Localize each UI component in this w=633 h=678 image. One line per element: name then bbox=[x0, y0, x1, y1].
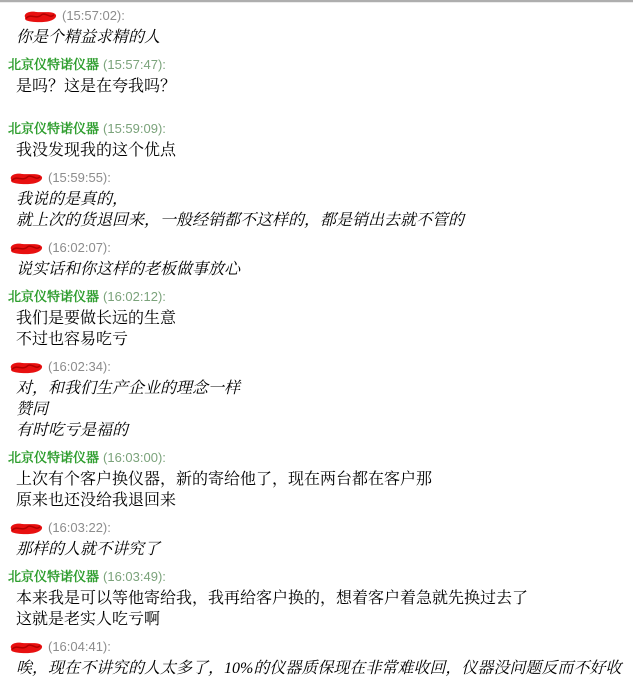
message-block bbox=[8, 289, 627, 350]
message-text: 我说的是真的， bbox=[16, 191, 129, 208]
message-timestamp: (16:02:12): bbox=[103, 289, 166, 304]
message-header bbox=[8, 639, 627, 655]
message-header bbox=[8, 359, 627, 375]
message-timestamp: (16:02:07): bbox=[48, 240, 111, 255]
sender-name[interactable]: 北京仪特诺仪器 bbox=[8, 57, 100, 72]
message-header bbox=[8, 569, 627, 585]
redaction-scribble-icon bbox=[8, 361, 44, 374]
message-timestamp: (15:59:55): bbox=[48, 170, 111, 185]
message-header bbox=[8, 8, 627, 24]
message-block bbox=[8, 639, 627, 678]
message-header bbox=[8, 57, 627, 73]
message-timestamp: (16:02:34): bbox=[48, 359, 111, 374]
message-block bbox=[8, 240, 627, 280]
redaction-scribble-icon bbox=[22, 10, 58, 23]
redaction-scribble-icon bbox=[8, 522, 44, 535]
sender-name[interactable]: 北京仪特诺仪器 bbox=[8, 289, 100, 304]
message-header bbox=[8, 450, 627, 466]
message-text: 上次有个客户换仪器，新的寄给他了，现在两台都在客户那 bbox=[16, 471, 433, 488]
message-text: 本来我是可以等他寄给我，我再给客户换的，想着客户着急就先换过去了 bbox=[16, 590, 529, 607]
redaction-scribble-icon bbox=[8, 242, 44, 255]
message-header bbox=[8, 520, 627, 536]
message-text: 不过也容易吃亏 bbox=[16, 331, 129, 348]
message-timestamp: (16:03:22): bbox=[48, 520, 111, 535]
message-header bbox=[8, 170, 627, 186]
message-text: 就上次的货退回来，一般经销都不这样的，都是销出去就不管的 bbox=[16, 212, 465, 229]
message-text: 唉，现在不讲究的人太多了，10%的仪器质保现在非常难收回，仪器没问题反而不好收 bbox=[16, 660, 622, 677]
message-text: 说实话和你这样的老板做事放心 bbox=[16, 261, 241, 278]
message-text: 我没发现我的这个优点 bbox=[16, 142, 177, 159]
message-timestamp: (16:04:41): bbox=[48, 639, 111, 654]
message-block bbox=[8, 569, 627, 630]
message-text: 对，和我们生产企业的理念一样 bbox=[16, 380, 241, 397]
chat-log[interactable] bbox=[0, 3, 633, 678]
sender-name[interactable]: 北京仪特诺仪器 bbox=[8, 569, 100, 584]
message-timestamp: (15:59:09): bbox=[103, 121, 166, 136]
message-text: 赞同 bbox=[16, 401, 49, 418]
redaction-scribble-icon bbox=[8, 641, 44, 654]
message-header bbox=[8, 289, 627, 305]
message-text: 我们是要做长远的生意 bbox=[16, 310, 177, 327]
message-header bbox=[8, 121, 627, 137]
message-block bbox=[8, 170, 627, 231]
message-timestamp: (16:03:49): bbox=[103, 569, 166, 584]
message-timestamp: (15:57:47): bbox=[103, 57, 166, 72]
message-timestamp: (15:57:02): bbox=[62, 8, 125, 23]
sender-name[interactable]: 北京仪特诺仪器 bbox=[8, 121, 100, 136]
redaction-scribble-icon bbox=[8, 172, 44, 185]
message-timestamp: (16:03:00): bbox=[103, 450, 166, 465]
message-block bbox=[8, 8, 627, 48]
message-header bbox=[8, 240, 627, 256]
message-block bbox=[8, 359, 627, 441]
message-text: 是吗？这是在夸我吗？ bbox=[16, 78, 177, 95]
message-block bbox=[8, 121, 627, 161]
message-block bbox=[8, 57, 627, 97]
message-text: 那样的人就不讲究了 bbox=[16, 541, 161, 558]
message-text: 原来也还没给我退回来 bbox=[16, 492, 177, 509]
message-text: 你是个精益求精的人 bbox=[16, 29, 161, 46]
message-block bbox=[8, 450, 627, 511]
message-block bbox=[8, 520, 627, 560]
message-text: 有时吃亏是福的 bbox=[16, 422, 129, 439]
sender-name[interactable]: 北京仪特诺仪器 bbox=[8, 450, 100, 465]
message-text: 这就是老实人吃亏啊 bbox=[16, 611, 161, 628]
